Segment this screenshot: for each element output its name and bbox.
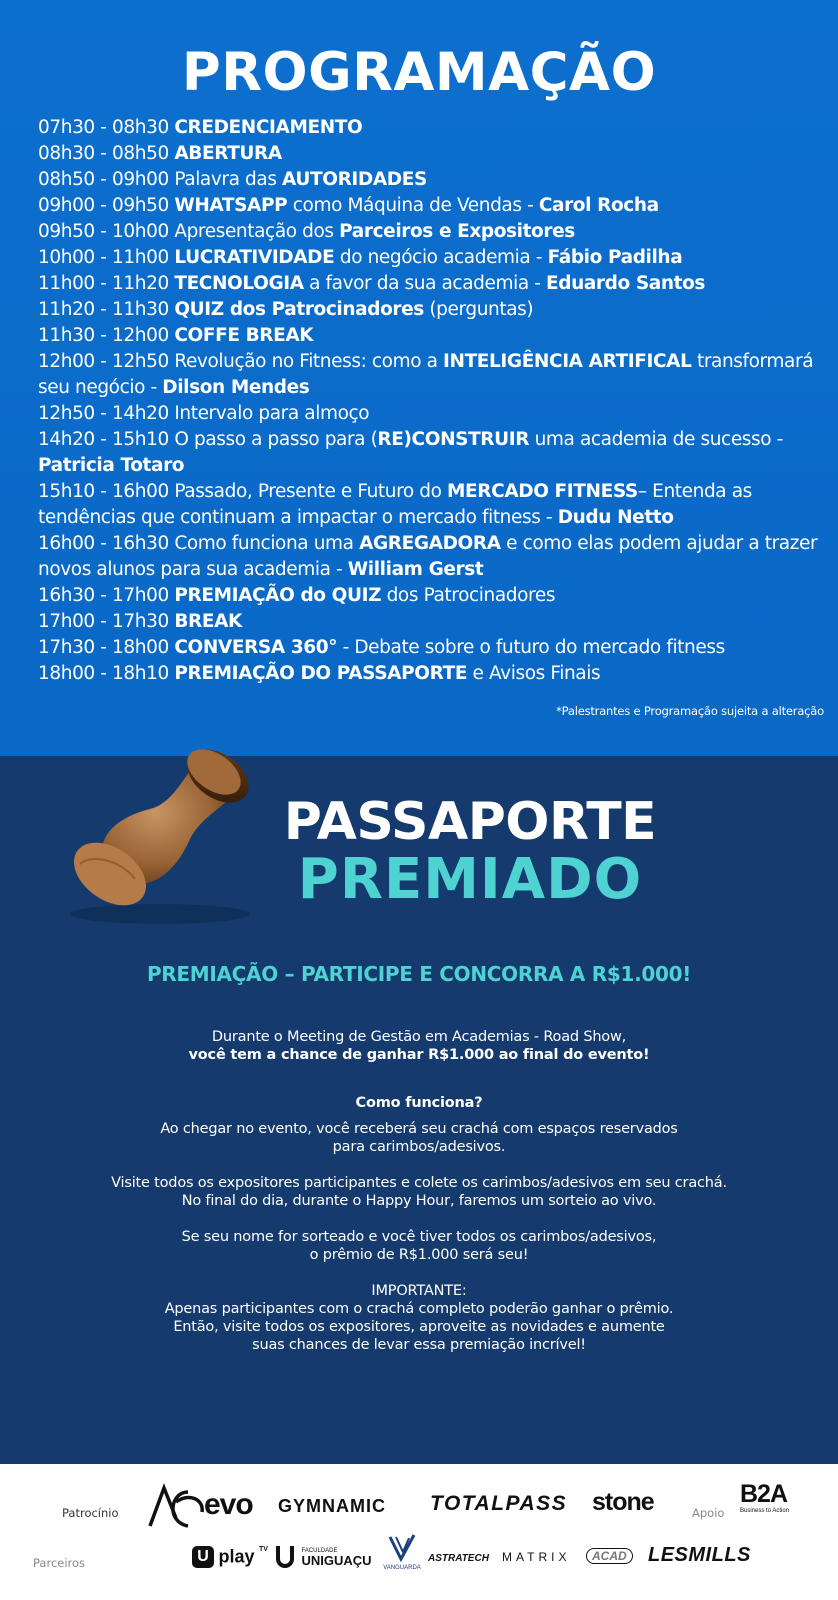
schedule-highlight: William Gerst xyxy=(347,559,484,580)
schedule-text: 15h10 - 16h00 Passado, Presente e Futuro do xyxy=(38,481,448,502)
b2a-text: B2A xyxy=(740,1480,788,1508)
paragraph-line: Apenas participantes com o crachá completo poderão ganhar o prêmio. xyxy=(164,1301,674,1317)
uniguacu-logo xyxy=(276,1546,372,1568)
schedule-item xyxy=(38,531,828,583)
stone-logo: stone xyxy=(592,1488,654,1516)
paragraph-line: para carimbos/adesivos. xyxy=(332,1139,506,1155)
paragraph-line: suas chances de levar essa premiação incrível! xyxy=(252,1337,586,1353)
schedule-item xyxy=(38,219,828,245)
schedule-text: 09h50 - 10h00 Apresentação dos xyxy=(38,221,340,242)
schedule-text: 07h30 - 08h30 xyxy=(38,117,175,138)
gymnamic-logo: GYMNAMIC xyxy=(278,1496,386,1516)
schedule-highlight: COFFE BREAK xyxy=(174,325,314,346)
schedule-text: e como elas podem ajudar a trazer novos alunos para sua academia - xyxy=(38,533,818,580)
schedule-highlight: Fábio Padilha xyxy=(547,247,683,268)
uniguacu-u-icon xyxy=(276,1546,294,1568)
schedule-item xyxy=(38,167,828,193)
schedule-highlight: Carol Rocha xyxy=(538,195,659,216)
schedule-item xyxy=(38,297,828,323)
schedule-item xyxy=(38,427,828,479)
schedule-item xyxy=(38,401,828,427)
schedule-text: (perguntas) xyxy=(423,299,534,320)
paragraph-line: Então, visite todos os expositores, aproveite as novidades e aumente xyxy=(173,1319,665,1335)
uplay-u-icon: U xyxy=(192,1546,214,1568)
paragraph-line: o prêmio de R$1.000 será seu! xyxy=(309,1247,529,1263)
how-paragraph-3 xyxy=(0,1228,838,1264)
schedule-item xyxy=(38,271,828,297)
schedule-item xyxy=(38,193,828,219)
intro-line-bold: você tem a chance de ganhar R$1.000 ao final do evento! xyxy=(188,1047,650,1063)
evo-text: evo xyxy=(204,1488,253,1521)
schedule-item xyxy=(38,661,828,687)
schedule-highlight: RE)CONSTRUIR xyxy=(377,429,530,450)
schedule-highlight: TECNOLOGIA xyxy=(174,273,304,294)
schedule-text: uma academia de sucesso - xyxy=(529,429,783,450)
sponsors-bar xyxy=(0,1464,838,1600)
how-it-works-title: Como funciona? xyxy=(355,1095,483,1111)
evo-mark-icon xyxy=(146,1482,208,1532)
schedule-text: 08h30 - 08h50 xyxy=(38,143,175,164)
b2a-subtitle: Business to Action xyxy=(740,1508,790,1514)
how-paragraph-1 xyxy=(0,1120,838,1156)
passport-section xyxy=(0,756,838,1464)
schedule-section xyxy=(0,0,838,756)
schedule-text: 11h20 - 11h30 xyxy=(38,299,175,320)
schedule-text: como Máquina de Vendas - xyxy=(287,195,539,216)
schedule-highlight: AUTORIDADES xyxy=(282,169,427,190)
parceiros-label: Parceiros xyxy=(33,1556,86,1570)
important-block xyxy=(0,1282,838,1354)
schedule-item xyxy=(38,245,828,271)
schedule-text: 14h20 - 15h10 O passo a passo para ( xyxy=(38,429,378,450)
paragraph-line: No final do dia, durante o Happy Hour, faremos um sorteio ao vivo. xyxy=(181,1193,657,1209)
schedule-text: 17h00 - 17h30 xyxy=(38,611,175,632)
uplay-logo xyxy=(192,1546,268,1568)
intro-line: Durante o Meeting de Gestão em Academias - Road Show, xyxy=(211,1029,627,1045)
schedule-text: 10h00 - 11h00 xyxy=(38,247,175,268)
schedule-text: 12h50 - 14h20 Intervalo para almoço xyxy=(38,403,370,424)
b2a-logo xyxy=(740,1482,800,1514)
schedule-highlight: WHATSAPP xyxy=(174,195,288,216)
schedule-highlight: Patricia Totaro xyxy=(38,455,185,476)
schedule-highlight: INTELIGÊNCIA ARTIFICAL xyxy=(443,351,692,372)
schedule-highlight: AGREGADORA xyxy=(359,533,501,554)
schedule-text: - Debate sobre o futuro do mercado fitness xyxy=(337,637,725,658)
paragraph-line: Ao chegar no evento, você receberá seu crachá com espaços reservados xyxy=(160,1121,678,1137)
totalpass-logo: TOTALPASS xyxy=(430,1492,568,1515)
schedule-text: – Entenda as tendências que continuam a impactar o mercado fitness - xyxy=(38,481,752,528)
schedule-text: 12h00 - 12h50 Revolução no Fitness: como a xyxy=(38,351,444,372)
schedule-highlight: PREMIAÇÃO do QUIZ xyxy=(174,585,382,606)
schedule-highlight: CONVERSA 360° xyxy=(174,637,338,658)
astratech-logo: ASTRATECH xyxy=(428,1553,489,1564)
schedule-item xyxy=(38,115,828,141)
vanguarda-mark-icon xyxy=(387,1532,417,1562)
schedule-text: dos Patrocinadores xyxy=(381,585,556,606)
schedule-text: 09h00 - 09h50 xyxy=(38,195,175,216)
schedule-highlight: MERCADO FITNESS xyxy=(447,481,638,502)
schedule-highlight: ABERTURA xyxy=(174,143,282,164)
schedule-highlight: Dilson Mendes xyxy=(162,377,310,398)
vanguarda-logo xyxy=(380,1532,424,1571)
uniguacu-top-text: FACULDADE xyxy=(301,1547,338,1554)
schedule-highlight: Eduardo Santos xyxy=(546,273,705,294)
patrocinio-label: Patrocínio xyxy=(62,1506,119,1520)
schedule-item xyxy=(38,323,828,349)
schedule-text: 16h30 - 17h00 xyxy=(38,585,175,606)
schedule-text: 17h30 - 18h00 xyxy=(38,637,175,658)
schedule-text: a favor da sua academia - xyxy=(303,273,546,294)
schedule-highlight: PREMIAÇÃO DO PASSAPORTE xyxy=(174,663,468,684)
schedule-text: 11h30 - 12h00 xyxy=(38,325,175,346)
passport-title-line1: PASSAPORTE xyxy=(283,792,657,852)
schedule-list xyxy=(38,115,828,687)
passport-title xyxy=(200,792,740,912)
page-title: PROGRAMAÇÃO xyxy=(181,42,657,103)
paragraph-line: Visite todos os expositores participantes e colete os carimbos/adesivos em seu crachá. xyxy=(111,1175,727,1191)
paragraph-line: Se seu nome for sorteado e você tiver todos os carimbos/adesivos, xyxy=(181,1229,657,1245)
schedule-highlight: CREDENCIAMENTO xyxy=(174,117,363,138)
disclaimer: *Palestrantes e Programação sujeita a alteração xyxy=(556,704,824,718)
schedule-text: do negócio academia - xyxy=(334,247,548,268)
schedule-highlight: LUCRATIVIDADE xyxy=(174,247,335,268)
matrix-logo: MATRIX xyxy=(502,1550,571,1564)
schedule-item xyxy=(38,583,828,609)
schedule-item xyxy=(38,609,828,635)
how-paragraph-2 xyxy=(0,1174,838,1210)
schedule-item xyxy=(38,349,828,401)
schedule-highlight: BREAK xyxy=(174,611,242,632)
schedule-item xyxy=(38,479,828,531)
passport-title-line2: PREMIADO xyxy=(297,847,643,912)
schedule-item xyxy=(38,141,828,167)
apoio-label: Apoio xyxy=(692,1506,725,1520)
prize-headline: PREMIAÇÃO – PARTICIPE E CONCORRA A R$1.000! xyxy=(146,962,692,986)
schedule-text: e Avisos Finais xyxy=(467,663,601,684)
schedule-highlight: QUIZ dos Patrocinadores xyxy=(174,299,424,320)
schedule-text: 18h00 - 18h10 xyxy=(38,663,175,684)
schedule-text: transformará seu negócio - xyxy=(38,351,814,398)
uniguacu-text: UNIGUAÇU xyxy=(301,1552,372,1568)
important-title: IMPORTANTE: xyxy=(371,1283,467,1299)
uplay-tv-text: TV xyxy=(258,1546,268,1553)
schedule-text: 11h00 - 11h20 xyxy=(38,273,175,294)
schedule-item xyxy=(38,635,828,661)
uplay-text: play xyxy=(218,1546,255,1567)
schedule-highlight: Parceiros e Expositores xyxy=(339,221,575,242)
lesmills-logo: LESMILLS xyxy=(648,1544,751,1566)
acad-logo: ACAD xyxy=(586,1548,633,1564)
intro-text xyxy=(0,1028,838,1064)
schedule-text: 16h00 - 16h30 Como funciona uma xyxy=(38,533,360,554)
schedule-highlight: Dudu Netto xyxy=(557,507,674,528)
evo-logo xyxy=(146,1482,256,1532)
vanguarda-text: VANGUARDA xyxy=(383,1565,421,1571)
schedule-text: 08h50 - 09h00 Palavra das xyxy=(38,169,283,190)
